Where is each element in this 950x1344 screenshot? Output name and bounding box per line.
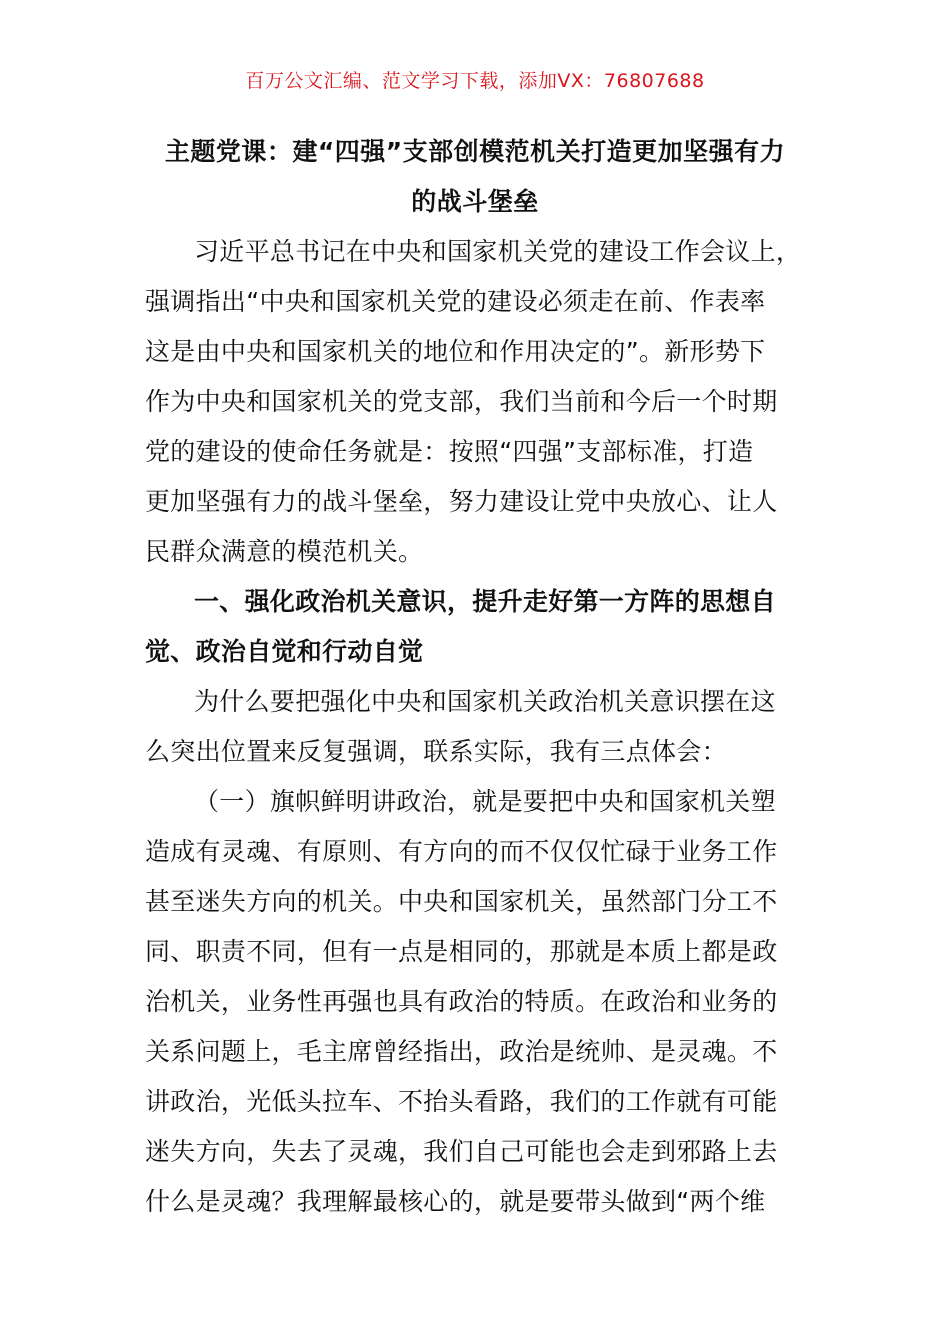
paragraph-line: 关系问题上，毛主席曾经指出，政治是统帅、是灵魂。不 — [145, 1037, 778, 1066]
paragraph-line: 甚至迷失方向的机关。中央和国家机关，虽然部门分工不 — [145, 887, 778, 916]
paragraph-line: 为什么要把强化中央和国家机关政治机关意识摆在这 — [194, 687, 776, 716]
paragraph-line: 造成有灵魂、有原则、有方向的而不仅仅忙碌于业务工作 — [145, 837, 778, 866]
paragraph-line: 么突出位置来反复强调，联系实际，我有三点体会： — [145, 737, 727, 766]
paragraph-line: 强调指出“中央和国家机关党的建设必须走在前、作表率 — [145, 287, 766, 316]
paragraph-line: 更加坚强有力的战斗堡垒，努力建设让党中央放心、让人 — [145, 487, 778, 516]
section-heading-line: 觉、政治自觉和行动自觉 — [145, 637, 424, 666]
paragraph-line: 迷失方向，失去了灵魂，我们自己可能也会走到邪路上去 — [145, 1137, 778, 1166]
paragraph-line: 同、职责不同，但有一点是相同的，那就是本质上都是政 — [145, 937, 778, 966]
paragraph-line: 什么是灵魂？我理解最核心的，就是要带头做到“两个维 — [145, 1187, 766, 1216]
paragraph-line: 这是由中央和国家机关的地位和作用决定的”。新形势下 — [145, 337, 766, 366]
document-title-line-1: 主题党课：建“四强”支部创模范机关打造更加坚强有力 — [164, 137, 786, 166]
paragraph-line: 习近平总书记在中央和国家机关党的建设工作会议上， — [194, 237, 802, 266]
document-title-line-2: 的战斗堡垒 — [411, 187, 539, 216]
paragraph-line: 治机关，业务性再强也具有政治的特质。在政治和业务的 — [145, 987, 778, 1016]
section-heading-line: 一、强化政治机关意识，提升走好第一方阵的思想自 — [194, 587, 776, 616]
header-note: 百万公文汇编、范文学习下载，添加VX：76807688 — [245, 70, 705, 92]
paragraph-line: 讲政治，光低头拉车、不抬头看路，我们的工作就有可能 — [145, 1087, 778, 1116]
paragraph-line: （一）旗帜鲜明讲政治，就是要把中央和国家机关塑 — [194, 787, 776, 816]
paragraph-line: 民群众满意的模范机关。 — [145, 537, 424, 566]
paragraph-line: 党的建设的使命任务就是：按照“四强”支部标准，打造 — [145, 437, 754, 466]
paragraph-line: 作为中央和国家机关的党支部，我们当前和今后一个时期 — [145, 387, 778, 416]
